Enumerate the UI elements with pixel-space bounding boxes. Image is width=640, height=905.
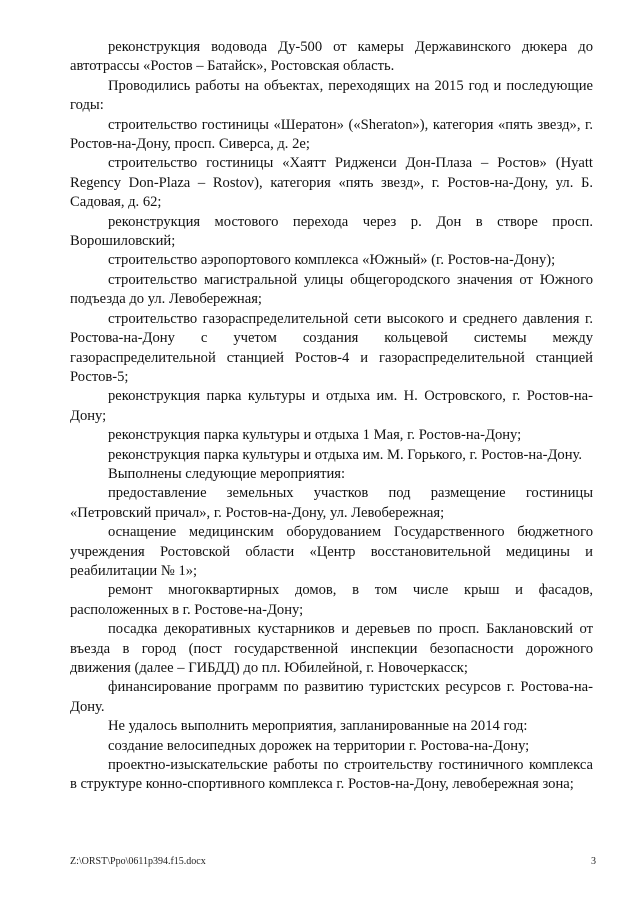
paragraph: строительство аэропортового комплекса «Южный» (г. Ростов-на-Дону);: [108, 252, 556, 269]
page-number: 3: [591, 856, 596, 867]
paragraph: Проводились работы на объектах, переходящих на 2015 год и последующие годы:: [70, 77, 593, 114]
paragraph: строительство гостиницы «Хаятт Ридженси Дон-Плаза – Ростов» (Hyatt Regency Don-Plaza – Rostov), категория «пять звезд», г. Ростов-на-Дону, ул. Б. Садовая, д. 62;: [70, 155, 593, 211]
paragraph: строительство гостиницы «Шератон» («Sheraton»), категория «пять звезд», г. Ростов-на-Дону, просп. Сиверса, д. 2е;: [70, 116, 593, 153]
paragraph: посадка декоративных кустарников и деревьев по просп. Баклановский от въезда в город (пост государственной инспекции безопасности дорожного движения (далее – ГИБДД) до пл. Юбилейной, г. Новочеркасск;: [70, 621, 593, 676]
paragraph: ремонт многоквартирных домов, в том числе крыш и фасадов, расположенных в г. Ростове-на-Дону;: [70, 582, 593, 618]
paragraph: проектно-изыскательские работы по строительству гостиничного комплекса в структуре конно-спортивного комплекса г. Ростов-на-Дону, левобережная зона;: [70, 757, 593, 793]
footer-file-path: Z:\ORST\Ppo\0611p394.f15.docx: [70, 856, 206, 867]
paragraph: Выполнены следующие мероприятия:: [108, 465, 346, 482]
document-body: [70, 38, 593, 795]
paragraph: Не удалось выполнить мероприятия, запланированные на 2014 год:: [108, 718, 528, 735]
paragraph: финансирование программ по развитию туристских ресурсов г. Ростова-на-Дону.: [70, 679, 593, 715]
paragraph: реконструкция парка культуры и отдыха им. М. Горького, г. Ростов-на-Дону.: [108, 446, 583, 463]
paragraph: строительство газораспределительной сети высокого и среднего давления г. Ростова-на-Дону с учетом создания кольцевой системы между газораспределительной станцией Ростов-4 и газораспределительной станцией Ростов-5;: [70, 310, 593, 385]
paragraph: реконструкция мостового перехода через р. Дон в створе просп. Ворошиловский;: [70, 213, 593, 250]
paragraph: предоставление земельных участков под размещение гостиницы «Петровский причал», г. Ростов-на-Дону, ул. Левобережная;: [70, 485, 593, 521]
paragraph: реконструкция водовода Ду-500 от камеры Державинского дюкера до автотрассы «Ростов – Батайск», Ростовская область.: [70, 39, 593, 75]
paragraph: строительство магистральной улицы общегородского значения от Южного подъезда до ул. Левобережная;: [70, 271, 593, 308]
paragraph: реконструкция парка культуры и отдыха 1 Мая, г. Ростов-на-Дону;: [108, 427, 522, 444]
paragraph: реконструкция парка культуры и отдыха им. Н. Островского, г. Ростов-на-Дону;: [70, 388, 593, 424]
paragraph: создание велосипедных дорожек на территории г. Ростова-на-Дону;: [108, 737, 530, 754]
paragraph: оснащение медицинским оборудованием Государственного бюджетного учреждения Ростовской области «Центр восстановительной медицины и реабилитации № 1»;: [70, 524, 593, 579]
